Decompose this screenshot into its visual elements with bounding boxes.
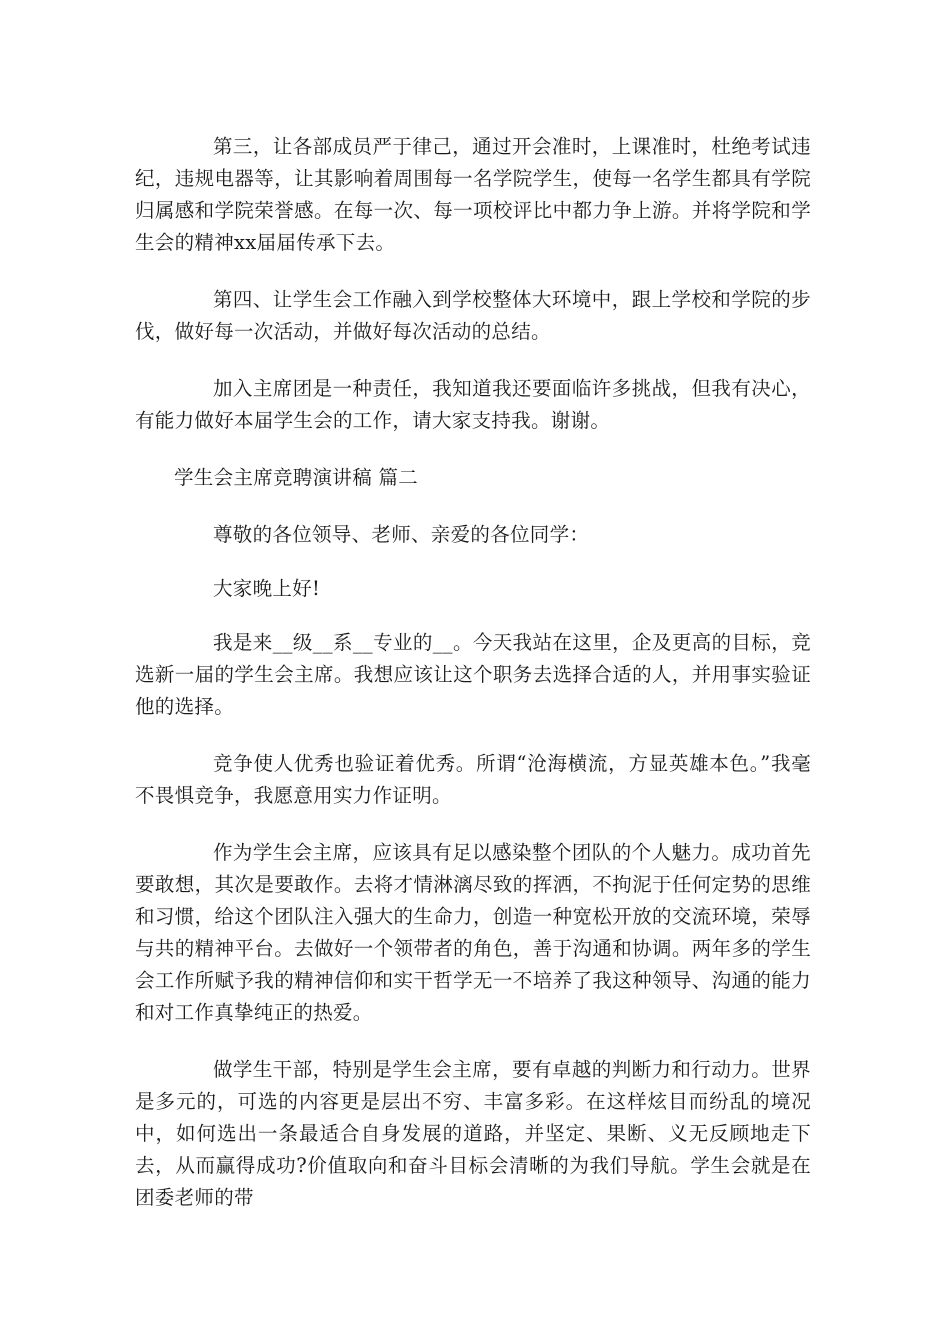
paragraph-third-point: 第三，让各部成员严于律己，通过开会准时，上课准时，杜绝考试违纪，违规电器等，让其影响着周围每一名学院学生，使每一名学生都具有学院归属感和学院荣誉感。在每一次、每一项校评比中都力争上游。并将学院和学生会的精神xx届届传承下去。	[135, 135, 811, 254]
paragraph-charisma: 作为学生会主席，应该具有足以感染整个团队的个人魅力。成功首先要敢想，其次是要敢作。去将才情淋漓尽致的挥洒，不拘泥于任何定势的思维和习惯，给这个团队注入强大的生命力，创造一种宽松开放的交流环境，荣辱与共的精神平台。去做好一个领带者的角色，善于沟通和协调。两年多的学生会工作所赋予我的精神信仰和实干哲学无一不培养了我这种领导、沟通的能力和对工作真挚纯正的热爱。	[135, 841, 811, 1024]
paragraph-competition: 竞争使人优秀也验证着优秀。所谓“沧海横流，方显英雄本色。”我毫不畏惧竞争，我愿意用实力作证明。	[135, 752, 811, 807]
paragraph-closing: 加入主席团是一种责任，我知道我还要面临许多挑战，但我有决心，有能力做好本届学生会的工作，请大家支持我。谢谢。	[135, 377, 811, 432]
paragraph-greeting: 大家晚上好!	[213, 577, 321, 600]
paragraph-judgment: 做学生干部，特别是学生会主席，要有卓越的判断力和行动力。世界是多元的，可选的内容更是层出不穷、丰富多彩。在这样炫目而纷乱的境况中，如何选出一条最适合自身发展的道路，并坚定、果断、义无反顾地走下去，从而赢得成功?价值取向和奋斗目标会清晰的为我们导航。学生会就是在团委老师的带	[135, 1058, 811, 1209]
paragraph-introduction: 我是来__级__系__专业的__。今天我站在这里，企及更高的目标，竞选新一届的学生会主席。我想应该让这个职务去选择合适的人，并用事实验证他的选择。	[135, 631, 811, 718]
document-body	[135, 131, 811, 1239]
section-heading: 学生会主席竞聘演讲稿 篇二	[174, 466, 419, 489]
paragraph-fourth-point: 第四、让学生会工作融入到学校整体大环境中，跟上学校和学院的步伐，做好每一次活动，并做好每次活动的总结。	[135, 288, 811, 343]
paragraph-salutation: 尊敬的各位领导、老师、亲爱的各位同学：	[213, 523, 590, 546]
